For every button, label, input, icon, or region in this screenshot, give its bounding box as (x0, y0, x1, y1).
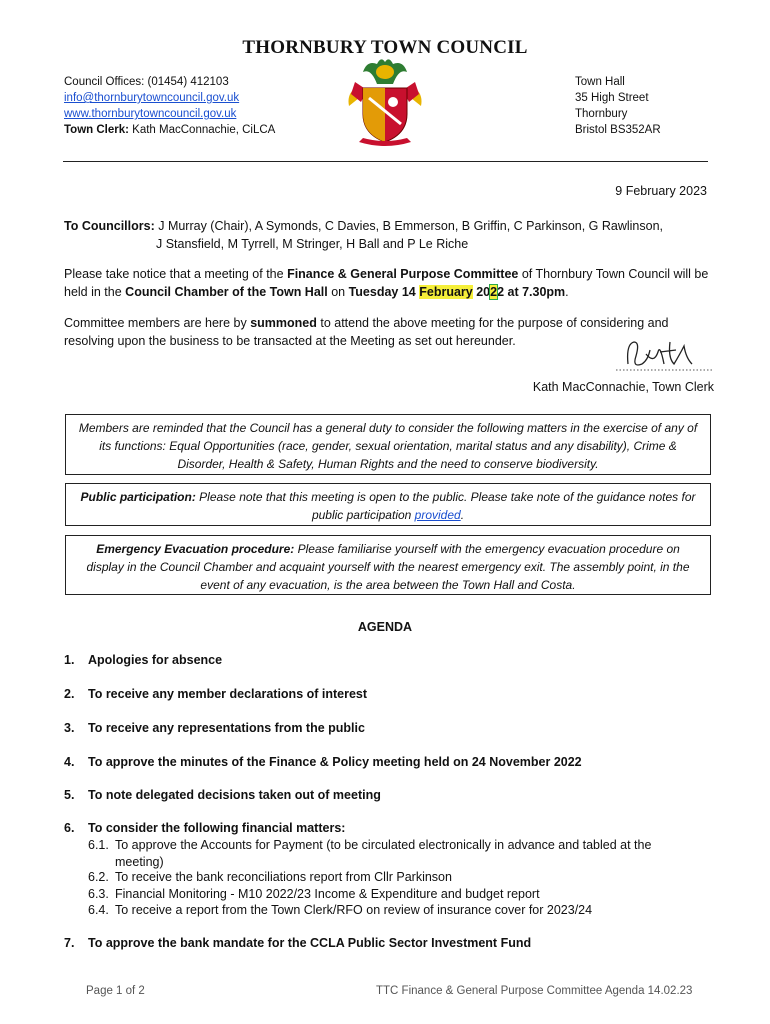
meeting-venue: Council Chamber of the Town Hall (125, 285, 328, 299)
summons-bold: summoned (250, 316, 317, 330)
agenda-subitem (88, 902, 698, 919)
item-text: To consider the following financial matters: (88, 821, 346, 835)
subitem-text: To receive the bank reconciliations report from Cllr Parkinson (115, 870, 452, 884)
notice-text: on (327, 285, 349, 299)
agenda-subitem (88, 869, 698, 886)
notice-text: . (565, 285, 569, 299)
item-text: To receive any member declarations of interest (88, 687, 368, 701)
subitem-text-cont: meeting) (115, 854, 164, 869)
clerk-label: Town Clerk: (64, 124, 129, 136)
clerk-signature (614, 334, 714, 376)
agenda-item (64, 936, 531, 950)
clerk-name: Kath MacConnachie, CiLCA (128, 124, 276, 136)
evacuation-label: Emergency Evacuation procedure: (96, 542, 295, 556)
page-number: Page 1 of 2 (86, 985, 145, 997)
notice-text: Please take notice that a meeting of the (64, 267, 288, 281)
subitem-number: 6.4. (88, 903, 109, 917)
meeting-day: Tuesday 14 (348, 285, 420, 299)
agenda-subitem (88, 886, 698, 903)
address-line: Town Hall (575, 76, 625, 88)
item-text: To approve the minutes of the Finance & Policy meeting held on 24 November 2022 (88, 755, 582, 769)
document-footer: TTC Finance & General Purpose Committee Agenda 14.02.23 (376, 985, 693, 997)
meeting-time: 2 at 7.30pm (497, 285, 566, 299)
committee-name: Finance & General Purpose Committee (287, 267, 519, 281)
agenda-subitem (88, 837, 698, 870)
address-line: 35 High Street (575, 92, 649, 104)
meeting-datetime (348, 285, 569, 299)
public-participation-label: Public participation: (80, 490, 196, 504)
general-duty-notice: Members are reminded that the Council has a general duty to consider the following matters in the exercise of any of its functions: Equal Opportunities (race, gender, sexual orientation, marital status and any disability), Crime & Disorder, Health & Safety, Human Rights and the need to conserve biodiversity. (65, 414, 711, 475)
agenda-item (64, 788, 381, 802)
council-title: THORNBURY TOWN COUNCIL (242, 37, 528, 58)
council-crest-icon (345, 54, 425, 150)
item-number: 4. (64, 755, 75, 769)
clerk-signoff: Kath MacConnachie, Town Clerk (532, 380, 714, 394)
summons-part: to attend the above meeting for the purpose of considering and resolving upon the business to be transacted at the Meeting as set out hereunder. (64, 316, 669, 348)
agenda-item (64, 755, 582, 769)
item-text: To receive any representations from the public (88, 721, 365, 735)
councillors-block (64, 217, 714, 253)
agenda-item (64, 687, 367, 701)
address-line: Thornbury (575, 108, 628, 120)
highlighted-year-digit: 2 (490, 285, 498, 299)
letter-date: 9 February 2023 (615, 184, 707, 198)
subitem-text: To receive a report from the Town Clerk/RFO on review of insurance cover for 2023/24 (115, 903, 593, 917)
evacuation-notice (65, 535, 711, 595)
email-link[interactable]: info@thornburytowncouncil.gov.uk (64, 92, 240, 104)
item-number: 6. (64, 821, 75, 835)
website-link[interactable]: www.thornburytowncouncil.gov.uk (64, 108, 237, 120)
agenda-item (64, 721, 365, 735)
subitem-number: 6.3. (88, 887, 109, 901)
item-number: 7. (64, 936, 75, 950)
address-line: Bristol BS352AR (575, 124, 661, 136)
item-number: 3. (64, 721, 75, 735)
town-clerk-line (64, 122, 275, 138)
contact-block (64, 74, 275, 138)
item-number: 2. (64, 687, 75, 701)
councillors-label: To Councillors: (64, 219, 155, 233)
agenda-item (64, 653, 222, 667)
summons-part: Committee members are here by (64, 316, 251, 330)
meeting-year: 20 (472, 285, 491, 299)
highlighted-month: February (419, 285, 473, 299)
councillors-names-cont: J Stansfield, M Tyrrell, M Stringer, H Ball and P Le Riche (156, 237, 469, 251)
item-number: 5. (64, 788, 75, 802)
subitem-text: Financial Monitoring - M10 2022/23 Income & Expenditure and budget report (115, 887, 540, 901)
notice-text: of Thornbury Town Council will be held in the (64, 267, 709, 299)
meeting-notice (64, 265, 714, 301)
public-participation-notice (65, 483, 711, 526)
public-participation-text: Please note that this meeting is open to the public. Please take note of the guidance notes for public participation (195, 490, 696, 522)
agenda-heading: AGENDA (357, 620, 413, 634)
public-participation-end: . (460, 508, 465, 522)
guidance-notes-link[interactable]: provided (414, 508, 461, 522)
item-text: To approve the bank mandate for the CCLA Public Sector Investment Fund (88, 936, 532, 950)
councillors-names: J Murray (Chair), A Symonds, C Davies, B Emmerson, B Griffin, C Parkinson, G Rawlinson, (154, 219, 664, 233)
subitem-text: To approve the Accounts for Payment (to be circulated electronically in advance and tabled at the (115, 838, 652, 852)
address-block (575, 74, 661, 138)
evacuation-text: Please familiarise yourself with the emergency evacuation procedure on display in the Council Chamber and acquaint yourself with the nearest emergency exit. The assembly point, in the event of any evacuation, is the area between the Town Hall and Costa. (86, 542, 690, 592)
agenda-item (64, 821, 345, 835)
item-text: To note delegated decisions taken out of meeting (88, 788, 381, 802)
offices-phone: Council Offices: (01454) 412103 (64, 76, 229, 88)
subitem-number: 6.2. (88, 870, 109, 884)
subitem-number: 6.1. (88, 838, 109, 852)
header-divider (63, 161, 708, 162)
item-text: Apologies for absence (88, 653, 223, 667)
item-number: 1. (64, 653, 75, 667)
